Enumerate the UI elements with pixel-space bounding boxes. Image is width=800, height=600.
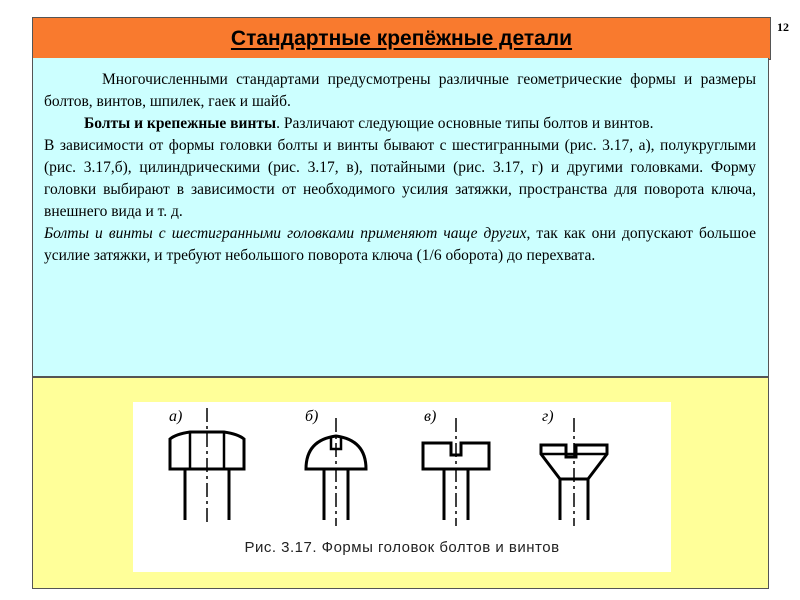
page-title: Стандартные крепёжные детали xyxy=(230,26,573,50)
round-head-bolt xyxy=(306,418,366,526)
figure-label-a: а) xyxy=(169,408,183,425)
bolts-rest: . Различают следующие основные типы болтов и винтов. xyxy=(276,115,654,132)
bolts-paragraph xyxy=(44,113,756,135)
figure-caption: Рис. 3.17. Формы головок болтов и винтов xyxy=(244,539,560,556)
cylindrical-head-bolt xyxy=(423,418,489,526)
bolts-lead: Болты и крепежные винты xyxy=(84,115,277,132)
figure-label-b: б) xyxy=(305,408,319,425)
hex-lead: Болты и винты с шестигранными головками применяют чаще других xyxy=(44,225,527,242)
figure-label-v: в) xyxy=(424,408,437,425)
text-panel xyxy=(32,58,769,377)
figure-label-g: г) xyxy=(542,408,554,425)
figure-3-17 xyxy=(133,402,671,572)
hex-rest: , так как они допускают большое усилие затяжки, и требуют небольшого поворота ключа (1/6 оборота) до перехвата. xyxy=(44,225,756,264)
hex-paragraph xyxy=(44,223,756,267)
page-number: 12 xyxy=(777,20,789,34)
figure-panel xyxy=(32,377,769,589)
intro-paragraph: Многочисленными стандартами предусмотрены различные геометрические формы и размеры болтов, винтов, шпилек, гаек и шайб. xyxy=(44,71,756,110)
countersunk-head-bolt xyxy=(541,418,607,526)
title-bar xyxy=(32,17,771,60)
heads-paragraph: В зависимости от формы головки болты и винты бывают с шестигранными (рис. 3.17, а), полукруглыми (рис. 3.17,б), цилиндрическими (рис. 3.17, в), потайными (рис. 3.17, г) и другими головками. Форму головки выбирают в зависимости от необходимого усилия затяжки, пространства для поворота ключа, внешнего вида и т. д. xyxy=(44,137,756,220)
